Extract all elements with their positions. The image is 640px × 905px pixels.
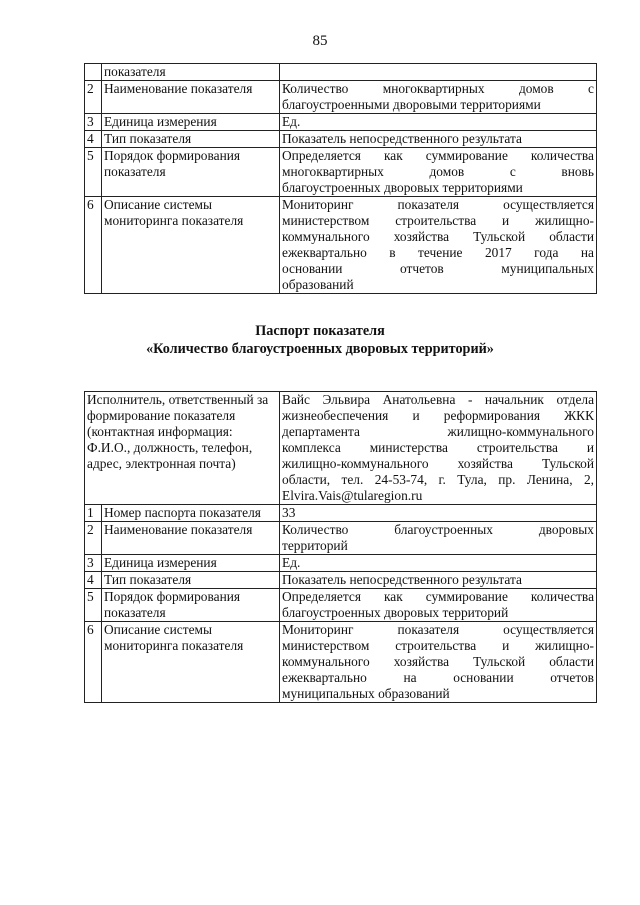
value-line: департамента жилищно-коммунального <box>282 424 595 439</box>
table-row <box>85 81 597 114</box>
row-number: 2 <box>85 522 102 555</box>
value-line: Вайс Эльвира Анатольевна - начальник отдела <box>282 392 595 407</box>
table-row <box>85 622 597 703</box>
row-number: 2 <box>85 81 102 114</box>
row-value <box>280 197 597 294</box>
value-line: Определяется как суммирование количества <box>282 148 594 163</box>
row-label: Описание системы мониторинга показателя <box>102 197 280 294</box>
table-row <box>85 505 597 522</box>
section-title <box>0 322 640 358</box>
row-number: 3 <box>85 114 102 131</box>
value-line: благоустроенных дворовых территорий <box>282 605 509 620</box>
section-title-line: «Количество благоустроенных дворовых территорий» <box>146 341 494 357</box>
row-number: 6 <box>85 197 102 294</box>
row-value <box>280 148 597 197</box>
value-line: муниципальных образований <box>282 686 450 701</box>
value-line: территорий <box>282 538 348 553</box>
indicator-passport-table <box>84 391 597 703</box>
row-number: 4 <box>85 572 102 589</box>
value-line: Количество благоустроенных дворовых <box>282 522 595 537</box>
value-line: жилищно-коммунального хозяйства Тульской <box>282 456 595 471</box>
row-number: 4 <box>85 131 102 148</box>
value-line: жизнеобеспечения и реформирования ЖКК <box>282 408 595 423</box>
row-value <box>280 64 597 81</box>
table-row <box>85 148 597 197</box>
row-value: Показатель непосредственного результата <box>280 131 597 148</box>
value-line: ежеквартально на основании отчетов <box>282 670 595 685</box>
row-number: 3 <box>85 555 102 572</box>
value-line: Elvira.Vais@tularegion.ru <box>282 488 423 503</box>
indicator-table-continued <box>84 63 597 294</box>
row-label: Порядок формирования показателя <box>102 148 280 197</box>
row-value <box>280 81 597 114</box>
row-label: Номер паспорта показателя <box>102 505 280 522</box>
executor-value <box>280 392 597 505</box>
row-number <box>85 64 102 81</box>
table-row <box>85 589 597 622</box>
row-label: Единица измерения <box>102 114 280 131</box>
row-value <box>280 622 597 703</box>
page-number: 85 <box>312 33 328 49</box>
value-line: Мониторинг показателя осуществляется <box>282 197 594 212</box>
table-row <box>85 197 597 294</box>
row-number: 5 <box>85 589 102 622</box>
row-label: Наименование показателя <box>102 81 280 114</box>
row-value: Показатель непосредственного результата <box>280 572 597 589</box>
value-line: благоустроенных дворовых территориями <box>282 180 523 195</box>
value-line: Определяется как суммирование количества <box>282 589 595 604</box>
value-line: коммунального хозяйства Тульской области <box>282 654 595 669</box>
value-line: образований <box>282 277 354 292</box>
row-label: Порядок формирования показателя <box>102 589 280 622</box>
row-label: Наименование показателя <box>102 522 280 555</box>
row-value <box>280 522 597 555</box>
row-label: Тип показателя <box>102 131 280 148</box>
row-number: 6 <box>85 622 102 703</box>
row-number: 5 <box>85 148 102 197</box>
value-line: министерством строительства и жилищно- <box>282 213 594 228</box>
row-label: показателя <box>102 64 280 81</box>
table-row <box>85 572 597 589</box>
value-line: области, тел. 24-53-74, г. Тула, пр. Ленина, 2, <box>282 472 595 487</box>
value-line: Мониторинг показателя осуществляется <box>282 622 595 637</box>
value-line: ежеквартально в течение 2017 года на <box>282 245 594 260</box>
row-number: 1 <box>85 505 102 522</box>
section-title-line: Паспорт показателя <box>255 323 385 339</box>
value-line: основании отчетов муниципальных <box>282 261 594 276</box>
table-row <box>85 522 597 555</box>
table-row <box>85 64 597 81</box>
value-line: министерством строительства и жилищно- <box>282 638 595 653</box>
table-row <box>85 392 597 505</box>
value-line: коммунального хозяйства Тульской области <box>282 229 594 244</box>
value-line: Количество многоквартирных домов с <box>282 81 594 96</box>
row-label: Описание системы мониторинга показателя <box>102 622 280 703</box>
executor-label: Исполнитель, ответственный за формирование показателя (контактная информация: Ф.И.О., должность, телефон, адрес, электронная почта) <box>85 392 280 505</box>
row-value: Ед. <box>280 114 597 131</box>
row-value: 33 <box>280 505 597 522</box>
row-value <box>280 589 597 622</box>
table-row <box>85 114 597 131</box>
table-row <box>85 131 597 148</box>
row-label: Тип показателя <box>102 572 280 589</box>
table-row <box>85 555 597 572</box>
value-line: благоустроенными дворовыми территориями <box>282 97 541 112</box>
row-label: Единица измерения <box>102 555 280 572</box>
value-line: комплекса министерства строительства и <box>282 440 595 455</box>
row-value: Ед. <box>280 555 597 572</box>
value-line: многоквартирных домов с вновь <box>282 164 594 179</box>
